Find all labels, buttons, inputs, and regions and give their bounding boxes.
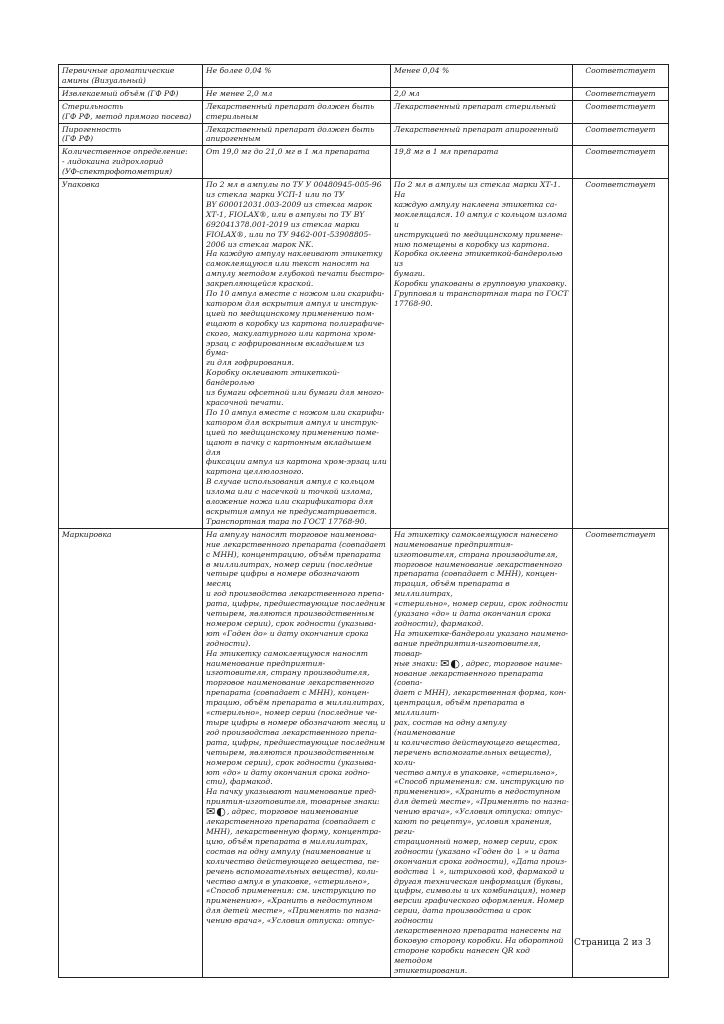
cell-text: По 2 мл в ампулы из стекла марки ХТ-1. На каждую ампулу наклеена этикетка са- моклеящаяся. 10 ампул с кольцом излома и инструкцией по медицинскому примене- нию помещены в коробку из картона. Коробка оклеена этикеткой-бандеролью из бумаги. Коробки упакованы в групповую упаковку. Групповая и транспортная тара по ГОСТ 17768-90. <box>394 180 569 308</box>
table-row <box>59 123 669 146</box>
trademark-icons <box>206 807 227 817</box>
row-requirement <box>203 123 391 146</box>
row-result <box>391 100 573 123</box>
cell-text: Упаковка <box>62 180 100 190</box>
cell-text: Соответствует <box>585 88 656 98</box>
table-row <box>59 87 669 100</box>
cell-text: Менее 0,04 % <box>394 66 450 75</box>
row-result <box>391 123 573 146</box>
cell-text: Стерильность (ГФ РФ, метод прямого посева) <box>62 101 192 121</box>
row-requirement <box>203 100 391 123</box>
row-name <box>59 146 203 179</box>
trademark-line <box>394 656 569 976</box>
cell-text: Соответствует <box>585 180 656 190</box>
row-result <box>391 87 573 100</box>
cell-text: Соответствует <box>585 66 656 75</box>
page-footer: Страница 2 из 3 <box>574 938 652 948</box>
cell-text: Лекарственный препарат должен быть апирогенным <box>206 124 375 144</box>
row-result <box>391 528 573 977</box>
cell-text: По 2 мл в ампулы по ТУ У 00480945-005-96 из стекла марки УСП-1 или по ТУ BY 600012031.003-2009 из стекла марок ХТ-1, FIOLAX®, или в ампулы по ТУ BY 692041378.001-2019 из стекла марки FIOLAX®, или по ТУ 9462-001-53908805- 2006 из стекла марок NK. На каждую ампулу наклеивают этикетку самоклеящуюся или текст наносят на ампулу методом глубокой печати быстро- закрепляющейся краской. По 10 ампул вместе с ножом или скарифи- катором для вскрытия ампул и инструк- цией по медицинскому применению пом- ещают в коробку из картона полиграфиче- ского, макулатурного или картона хром- эрзац с гофрированным вкладышем из бума- ги для гофрирования. Коробку оклеивают этикеткой-бандеролью из бумаги офсетной или бумаги для много- красочной печати. По 10 ампул вместе с ножом или скарифи- катором для вскрытия ампул и инструк- цией по медицинскому применению поме- щают в пачку с картонным вкладышем для фиксации ампул из картона хром-эрзац или картона целлюлозного. В случае использования ампул с кольцом излома или с насечкой и точкой излома, вложение ножа или скарификатора для вскрытия ампул не предусматривается. Транспортная тара по ГОСТ 17768-90. <box>206 180 387 526</box>
trademark-icons <box>440 656 461 670</box>
hand-box-icon: ✉ <box>206 805 217 819</box>
cell-text: На этикетку самоклеящуюся нанесено наименование предприятия- изготовителя, страна производителя, торговое наименование лекарственного препарата (совпадает с МНН), концен- трация, объём препарата в миллилитрах, «стерильно», номер серии, срок годности (указано «до» и дата окончания срока годности), фармакод. На этикетке-бандероли указано наимено- вание предприятия-изготовителя, товар- <box>394 529 569 658</box>
table-row <box>59 65 669 88</box>
row-name <box>59 65 203 88</box>
cell-text: Маркировка <box>62 529 112 539</box>
row-requirement <box>203 65 391 88</box>
cell-text: 2,0 мл <box>394 88 420 98</box>
row-conclusion <box>573 179 669 529</box>
row-conclusion <box>573 65 669 88</box>
cell-text: Лекарственный препарат стерильный <box>394 101 557 111</box>
emblem-icon: ◐ <box>450 656 461 670</box>
cell-text: ные знаки: <box>394 658 441 668</box>
cell-text: От 19,0 мг до 21,0 мг в 1 мл препарата <box>206 147 370 157</box>
row-conclusion <box>573 100 669 123</box>
table-row <box>59 146 669 179</box>
row-result <box>391 146 573 179</box>
emblem-icon: ◐ <box>216 805 227 819</box>
cell-text: Пирогенность (ГФ РФ) <box>62 124 122 144</box>
row-conclusion <box>573 146 669 179</box>
cell-text: Лекарственный препарат апирогенный <box>394 124 559 134</box>
cell-text: , адрес, торговое наименование лекарственного препарата (совпадает с МНН), лекарственную форму, концентра- цию, объём препарата в миллилитрах, состав на одну ампулу (наименование и количество действующего вещества, пе- речень вспомогательных веществ), коли- чество ампул в упаковке, «стерильно», «Способ применения: см. инструкцию по применению», «Хранить в недоступном для детей месте», «Применять по назна- чению врача», «Условия отпуска: отпус- <box>206 807 381 926</box>
row-name <box>59 87 203 100</box>
trademark-line <box>206 807 387 926</box>
cell-text: Не более 0,04 % <box>206 66 272 75</box>
row-conclusion <box>573 528 669 977</box>
row-result <box>391 179 573 529</box>
row-name <box>59 123 203 146</box>
table-row <box>59 528 669 977</box>
row-requirement <box>203 179 391 529</box>
row-conclusion <box>573 87 669 100</box>
cell-text: , адрес, торговое наиме- нование лекарственного препарата (совпа- дает с МНН), лекарственная форма, кон- центрация, объём препарата в миллилит- рах, состав на одну ампулу (наименование и количество действующего вещества, перечень вспомогательных веществ), коли- чество ампул в упаковке, «стерильно», «Способ применения: см. инструкцию по применению», «Хранить в недоступном для детей месте», «Применять по назна- чению врача», «Условия отпуска: отпус- кают по рецепту», условия хранения, реги- страционный номер, номер серии, срок годности (указано «Годен до ↓ » и дата окончания срока годности), «Дата произ- водства ↓ », штриховой код, фармакод и другая техническая информация (буквы, цифры, символы и их комбинация), номер версии графического оформления. Номер серии, дата производства и срок годности лекарственного препарата нанесены на боковую сторону коробки. На оборотной стороне коробки нанесен QR код методом этикетирования. <box>394 658 569 975</box>
cell-text: Соответствует <box>585 147 656 157</box>
row-requirement <box>203 146 391 179</box>
table-row <box>59 100 669 123</box>
cell-text: Соответствует <box>585 529 656 539</box>
cell-text: Количественное определение: - лидокаина гидрохлорид (УФ-спектрофотометрия) <box>62 147 188 177</box>
row-requirement <box>203 528 391 977</box>
row-result <box>391 65 573 88</box>
table-row <box>59 179 669 529</box>
cell-text: На ампулу наносят торговое наименова- ние лекарственного препарата (совпадает с МНН), концентрацию, объём препарата в миллилитрах, номер серии (последние четыре цифры в номере обозначают месяц и год производства лекарственного препа- рата, цифры, предшествующие последним четырем, являются производственным номером серии), срок годности (указыва- ют «Годен до» и дату окончания срока годности). На этикетку самоклеящуюся наносят наименование предприятия- изготовителя, страну производителя, торговое наименование лекарственного препарата (совпадает с МНН), концен- трацию, объём препарата в миллилитрах, «стерильно», номер серии (последние че- тыре цифры в номере обозначают месяц и год производства лекарственного препа- рата, цифры, предшествующие последним четырем, являются производственным номером серии), срок годности (указыва- ют «до» и дату окончания срока годно- сти), фармакод. На пачку указывают наименование пред- приятия-изготовителя, товарные знаки: <box>206 529 386 807</box>
specification-table <box>58 64 669 978</box>
cell-text: Лекарственный препарат должен быть стерильным <box>206 101 375 121</box>
cell-text: Извлекаемый объём (ГФ РФ) <box>62 88 179 98</box>
row-name <box>59 179 203 529</box>
row-conclusion <box>573 123 669 146</box>
cell-text: Соответствует <box>585 101 656 111</box>
row-name <box>59 100 203 123</box>
cell-text: Первичные ароматические амины (Визуальный) <box>62 66 175 85</box>
cell-text: 19,8 мг в 1 мл препарата <box>394 147 499 157</box>
cell-text: Соответствует <box>585 124 656 134</box>
row-requirement <box>203 87 391 100</box>
cell-text: Не менее 2,0 мл <box>206 88 273 98</box>
hand-box-icon: ✉ <box>440 656 451 670</box>
row-name <box>59 528 203 977</box>
